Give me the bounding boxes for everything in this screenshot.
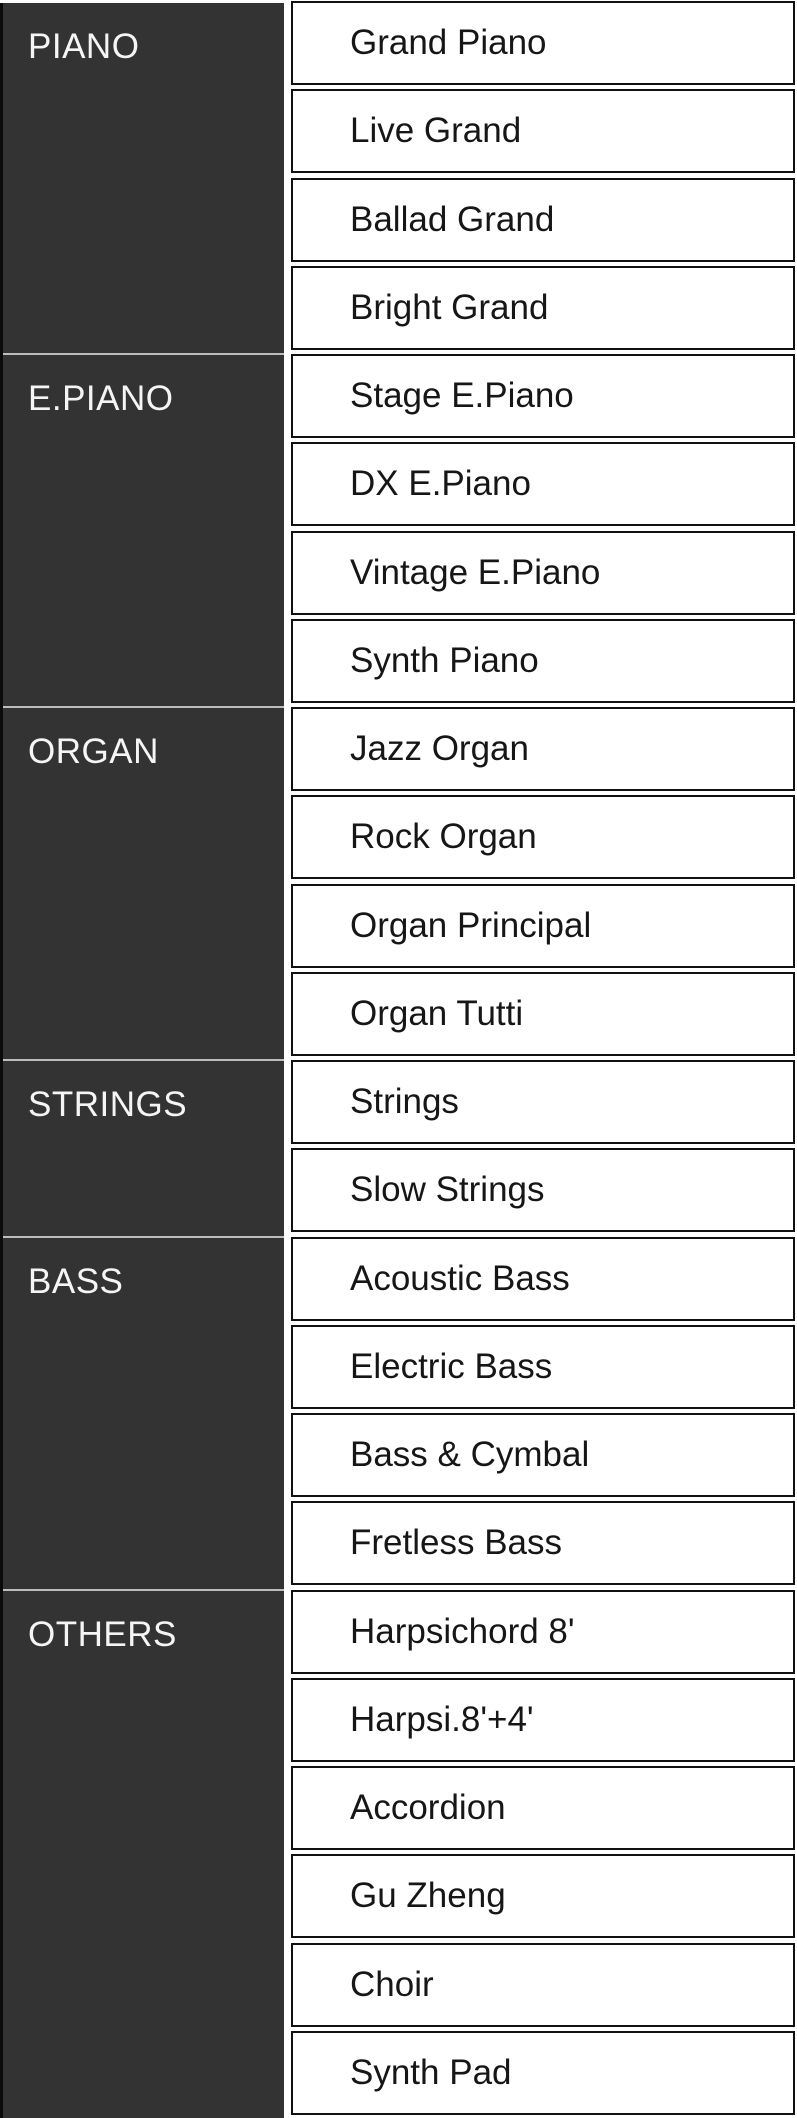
voice-item-label: Stage E.Piano: [350, 376, 574, 415]
voice-item-label: Slow Strings: [350, 1170, 545, 1210]
voice-item-2-2[interactable]: [291, 884, 795, 968]
voice-item-5-0[interactable]: [291, 1590, 795, 1674]
category-section-2: [3, 706, 284, 1059]
voice-item-4-1[interactable]: [291, 1325, 795, 1409]
category-sidebar: [0, 3, 284, 2118]
voice-item-5-1[interactable]: [291, 1678, 795, 1762]
category-section-4: [3, 1236, 284, 1589]
voice-item-2-1[interactable]: [291, 795, 795, 879]
voice-item-label: Synth Piano: [350, 640, 539, 680]
category-section-5: [3, 1589, 284, 2118]
voice-item-2-0[interactable]: [291, 707, 795, 791]
voice-item-5-5[interactable]: [291, 2031, 795, 2115]
voice-item-label: Gu Zheng: [350, 1876, 506, 1916]
voice-item-3-1[interactable]: [291, 1148, 795, 1232]
voice-item-4-3[interactable]: [291, 1501, 795, 1585]
voice-item-label: Vintage E.Piano: [350, 552, 601, 592]
voice-item-1-3[interactable]: [291, 619, 795, 703]
voice-item-label: Bass & Cymbal: [350, 1435, 590, 1474]
voice-item-label: Harpsichord 8': [350, 1611, 575, 1651]
category-label: BASS: [28, 1261, 124, 1301]
voice-item-3-0[interactable]: [291, 1060, 795, 1144]
voice-item-label: Accordion: [350, 1788, 506, 1827]
voice-item-0-2[interactable]: [291, 178, 795, 262]
voice-item-label: Grand Piano: [350, 23, 547, 62]
voice-item-label: Acoustic Bass: [350, 1258, 570, 1298]
voice-item-2-3[interactable]: [291, 972, 795, 1056]
voice-item-5-3[interactable]: [291, 1854, 795, 1938]
voice-item-label: Jazz Organ: [350, 729, 529, 768]
category-label: PIANO: [28, 27, 140, 66]
voice-item-0-0[interactable]: [291, 1, 795, 85]
voice-item-label: Strings: [350, 1082, 459, 1121]
voice-item-label: DX E.Piano: [350, 464, 531, 504]
voice-item-label: Rock Organ: [350, 817, 537, 857]
voice-item-label: Electric Bass: [350, 1346, 553, 1386]
category-label: E.PIANO: [28, 379, 174, 418]
voice-rows: [291, 1, 795, 2118]
voice-item-label: Organ Tutti: [350, 993, 524, 1033]
voice-item-0-3[interactable]: [291, 266, 795, 350]
voice-item-5-2[interactable]: [291, 1766, 795, 1850]
voice-item-label: Live Grand: [350, 111, 522, 151]
voice-item-label: Harpsi.8'+4': [350, 1699, 534, 1739]
voice-item-label: Choir: [350, 1964, 434, 2004]
voice-item-4-0[interactable]: [291, 1237, 795, 1321]
voice-item-1-1[interactable]: [291, 442, 795, 526]
voice-item-0-1[interactable]: [291, 89, 795, 173]
voice-item-1-2[interactable]: [291, 531, 795, 615]
category-label: ORGAN: [28, 732, 159, 771]
voice-item-1-0[interactable]: [291, 354, 795, 438]
category-label: STRINGS: [28, 1085, 188, 1124]
category-section-0: [3, 3, 284, 353]
category-section-3: [3, 1059, 284, 1236]
voice-item-label: Ballad Grand: [350, 199, 555, 239]
voice-item-label: Fretless Bass: [350, 1523, 562, 1563]
voice-item-4-2[interactable]: [291, 1413, 795, 1497]
voice-item-label: Organ Principal: [350, 905, 592, 945]
voice-item-5-4[interactable]: [291, 1943, 795, 2027]
voice-item-label: Bright Grand: [350, 287, 549, 327]
category-label: OTHERS: [28, 1614, 177, 1654]
voice-item-label: Synth Pad: [350, 2052, 512, 2092]
category-section-1: [3, 353, 284, 706]
